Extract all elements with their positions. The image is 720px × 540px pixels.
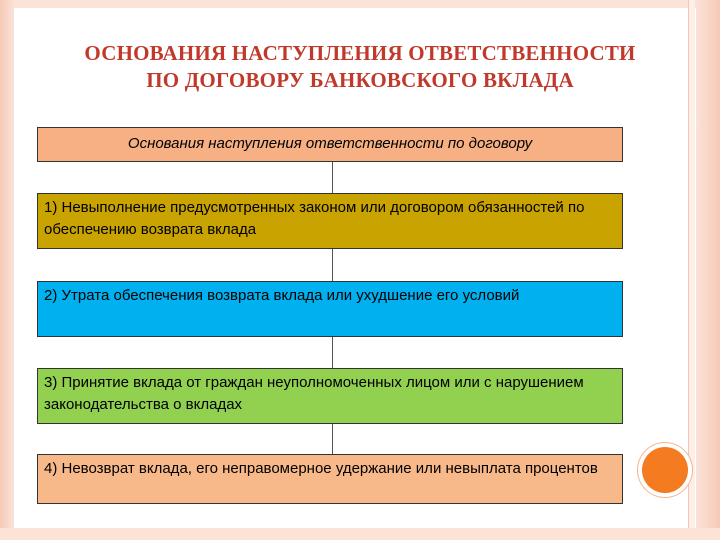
connector-line	[332, 249, 333, 281]
title-line-1: ОСНОВАНИЯ НАСТУПЛЕНИЯ ОТВЕТСТВЕННОСТИ	[84, 41, 636, 65]
ground-item-3: 3) Принятие вклада от граждан неуполномоченных лицом или с нарушением законодательства о вкладах	[37, 368, 623, 424]
frame-top-border	[0, 0, 720, 8]
frame-left-border	[0, 0, 14, 540]
slide-title	[30, 40, 690, 94]
decorative-circle-icon	[642, 447, 688, 493]
diagram-header-box: Основания наступления ответственности по договору	[37, 127, 623, 162]
title-line-2: ПО ДОГОВОРУ БАНКОВСКОГО ВКЛАДА	[146, 68, 574, 92]
connector-line	[332, 424, 333, 454]
connector-line	[332, 337, 333, 368]
frame-right-border	[696, 0, 720, 540]
ground-item-4: 4) Невозврат вклада, его неправомерное удержание или невыплата процентов	[37, 454, 623, 504]
ground-item-2: 2) Утрата обеспечения возврата вклада или ухудшение его условий	[37, 281, 623, 337]
connector-line	[332, 162, 333, 193]
frame-bottom-border	[0, 528, 720, 540]
ground-item-1: 1) Невыполнение предусмотренных законом или договором обязанностей по обеспечению возврата вклада	[37, 193, 623, 249]
